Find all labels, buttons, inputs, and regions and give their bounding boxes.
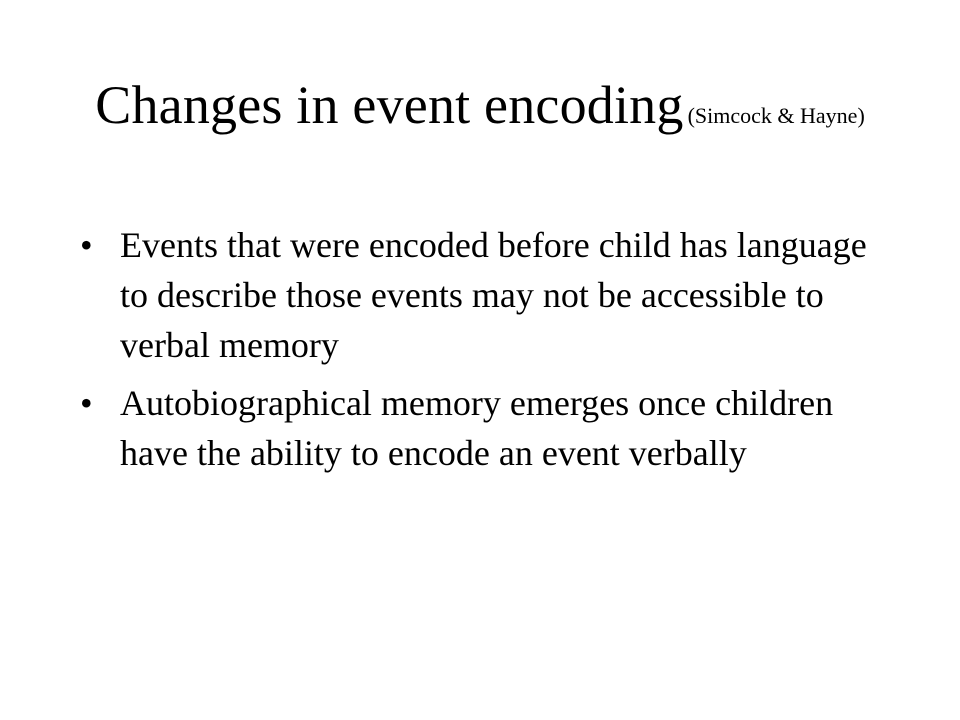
bullet-text-1: Events that were encoded before child has language to describe those events may not be accessible to verbal memory — [120, 225, 867, 365]
bullet-list — [80, 220, 900, 486]
bullet-item-1 — [80, 220, 900, 370]
bullet-item-2 — [80, 378, 900, 478]
bullet-marker: • — [80, 383, 93, 423]
title-main-text: Changes in event encoding — [95, 75, 684, 135]
slide-title — [48, 75, 912, 135]
bullet-text-2: Autobiographical memory emerges once children have the ability to encode an event verbally — [120, 383, 834, 473]
title-citation: (Simcock & Hayne) — [687, 103, 865, 128]
bullet-marker: • — [80, 225, 93, 265]
